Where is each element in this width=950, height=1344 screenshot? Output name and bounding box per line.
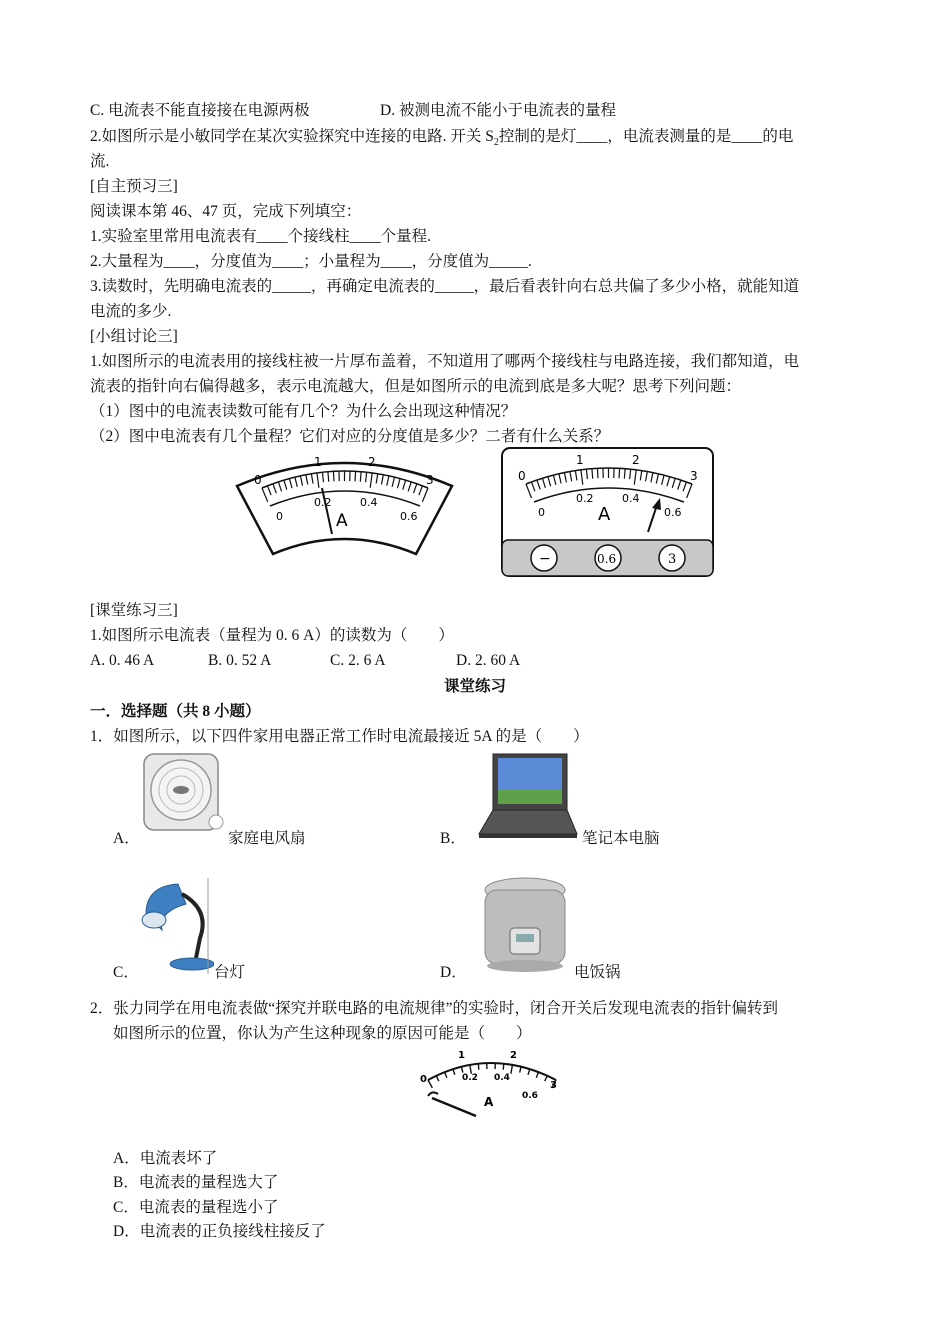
- q1-option-d: D．: [440, 964, 467, 981]
- m2-bot-2: 0.4: [622, 492, 640, 505]
- terminal-0.6-label: 0.6: [597, 552, 617, 566]
- scale-tick: [528, 1069, 530, 1075]
- m2-top-3: 3: [690, 469, 698, 483]
- fill-3-line1: 3.读数时，先明确电流表的_____，再确定电流表的_____，最后看表针向右总共偏了多少小格，就能知道: [90, 278, 800, 295]
- ammeter-figure-1: [232, 446, 457, 558]
- scale-tick: [592, 469, 593, 479]
- q1-option-a: [113, 828, 140, 850]
- q2-subscript: 2: [493, 137, 499, 149]
- question-2-line2: 流.: [90, 153, 110, 170]
- heading-class-practice: 课堂练习: [443, 678, 506, 695]
- ammeter-figure-2: [500, 446, 716, 578]
- scale-tick: [597, 468, 598, 478]
- scale-tick: [355, 471, 356, 481]
- practice-opt-a: A. 0. 46 A: [90, 652, 155, 669]
- scale-tick: [520, 1067, 521, 1073]
- practice-q1-options: [90, 650, 521, 672]
- terminal-3-label: 3: [668, 552, 677, 567]
- ammeter-figure-3: [418, 1046, 563, 1120]
- laptop-image: [477, 752, 579, 840]
- scale-tick: [428, 1080, 432, 1088]
- practice-q1: 1.如图所示电流表（量程为 0. 6 A）的读数为（ ）: [90, 627, 454, 644]
- m1-bot-2: 0.4: [360, 496, 378, 509]
- q2-option-b: B．电流表的量程选大了: [113, 1174, 279, 1191]
- discussion-line2: 流表的指针向右偏得越多，表示电流越大，但是如图所示的电流到底是多大呢？思考下列问题：: [90, 378, 742, 395]
- m3-top-0: 0: [420, 1074, 427, 1085]
- option-d: D. 被测电流不能小于电流表的量程: [380, 102, 616, 119]
- m2-top-1: 1: [576, 453, 584, 467]
- scale-tick: [624, 469, 625, 479]
- m1-top-2: 2: [368, 455, 376, 469]
- option-c: C. 电流表不能直接接在电源两极: [90, 102, 310, 119]
- scale-tick: [360, 472, 361, 482]
- m3-bot-1: 0.2: [462, 1073, 478, 1083]
- practice-opt-c: C. 2. 6 A: [330, 652, 386, 669]
- m2-unit: A: [598, 504, 611, 525]
- m1-bot-1: 0.2: [314, 496, 332, 509]
- scale-tick: [461, 1067, 462, 1073]
- practice-opt-d: D. 2. 60 A: [456, 652, 521, 669]
- option-c-line: [90, 100, 616, 122]
- q1-option-c-text: 台灯: [214, 964, 246, 981]
- scale-tick: [436, 1076, 439, 1081]
- discussion-q2: （2）图中电流表有几个量程？它们对应的分度值是多少？二者有什么关系？: [90, 428, 610, 445]
- mc-q1: 1．如图所示，以下四件家用电器正常工作时电流最接近 5A 的是（ ）: [90, 728, 589, 745]
- reading-instruction: 阅读课本第 46、47 页，完成下列填空：: [90, 203, 362, 220]
- m1-top-1: 1: [314, 455, 322, 469]
- q1-option-a-text: 家庭电风扇: [228, 830, 306, 847]
- m3-needle: [432, 1098, 476, 1116]
- scale-tick: [536, 1072, 538, 1078]
- q1-option-c: C．: [113, 964, 139, 981]
- scale-tick: [503, 1064, 504, 1070]
- q1-option-d-text: 电饭锅: [574, 964, 621, 981]
- m1-unit: A: [336, 511, 348, 531]
- m1-bot-0: 0: [276, 510, 283, 523]
- scale-tick: [545, 1076, 547, 1081]
- m3-unit: A: [484, 1095, 494, 1109]
- discussion-line1: 1.如图所示的电流表用的接线柱被一片厚布盖着，不知道用了哪两个接线柱与电路连接，我们都知道，电: [90, 353, 800, 370]
- m2-bot-3: 0.6: [664, 506, 682, 519]
- discussion-q1: （1）图中的电流表读数可能有几个？为什么会出现这种情况？: [90, 403, 517, 420]
- mc-q2-line1: 2．张力同学在用电流表做“探究并联电路的电流规律”的实验时，闭合开关后发现电流表的指针偏转到: [90, 1000, 779, 1017]
- m1-bot-3: 0.6: [400, 510, 418, 523]
- m3-top-3: 3: [550, 1080, 557, 1091]
- m2-top-0: 0: [518, 469, 526, 483]
- fill-3-line2: 电流的多少.: [90, 303, 172, 320]
- m3-top-1: 1: [458, 1050, 465, 1061]
- section-preview-3: [自主预习三]: [90, 178, 178, 195]
- scale-tick: [333, 471, 334, 481]
- q2-text-a: 2.如图所示是小敏同学在某次实验探究中连接的电路. 开关 S: [90, 128, 494, 145]
- q1-option-b-text: 笔记本电脑: [582, 830, 660, 847]
- terminal-negative-label: −: [539, 551, 551, 567]
- section-practice-3: [课堂练习三]: [90, 602, 178, 619]
- m2-bot-1: 0.2: [576, 492, 594, 505]
- scale-tick: [619, 468, 620, 478]
- scale-tick: [478, 1064, 479, 1070]
- scale-tick: [328, 472, 329, 482]
- scale-tick: [511, 1065, 513, 1074]
- m2-bot-0: 0: [538, 506, 545, 519]
- fan-image: [140, 752, 228, 836]
- m1-top-3: 3: [426, 473, 434, 487]
- m3-top-2: 2: [510, 1050, 517, 1061]
- m1-top-0: 0: [254, 473, 262, 487]
- rice-cooker-image: [480, 876, 570, 976]
- m3-bot-3: 0.6: [522, 1091, 538, 1101]
- q2-text-b: 控制的是灯____，电流表测量的是____的电: [498, 128, 794, 145]
- q1-a-label: A．: [113, 830, 140, 847]
- q1-option-b: B．: [440, 830, 466, 847]
- desk-lamp-image: [138, 878, 214, 974]
- fill-2: 2.大量程为____，分度值为____；小量程为____，分度值为_____.: [90, 253, 532, 270]
- mc-q2-line2: 如图所示的位置，你认为产生这种现象的原因可能是（ ）: [113, 1025, 532, 1042]
- q2-option-a: A．电流表坏了: [113, 1150, 218, 1167]
- practice-opt-b: B. 0. 52 A: [208, 652, 272, 669]
- fill-1: 1.实验室里常用电流表有____个接线柱____个量程.: [90, 228, 432, 245]
- heading-multiple-choice: 一．选择题（共 8 小题）: [90, 703, 261, 720]
- section-discussion-3: [小组讨论三]: [90, 328, 178, 345]
- scale-tick: [453, 1069, 455, 1075]
- q2-option-c: C．电流表的量程选小了: [113, 1199, 279, 1216]
- q2-option-d: D．电流表的正负接线柱接反了: [113, 1223, 326, 1240]
- question-2-line1: [90, 126, 793, 154]
- m3-bot-2: 0.4: [494, 1073, 510, 1083]
- scale-tick: [445, 1072, 447, 1078]
- m2-top-2: 2: [632, 453, 640, 467]
